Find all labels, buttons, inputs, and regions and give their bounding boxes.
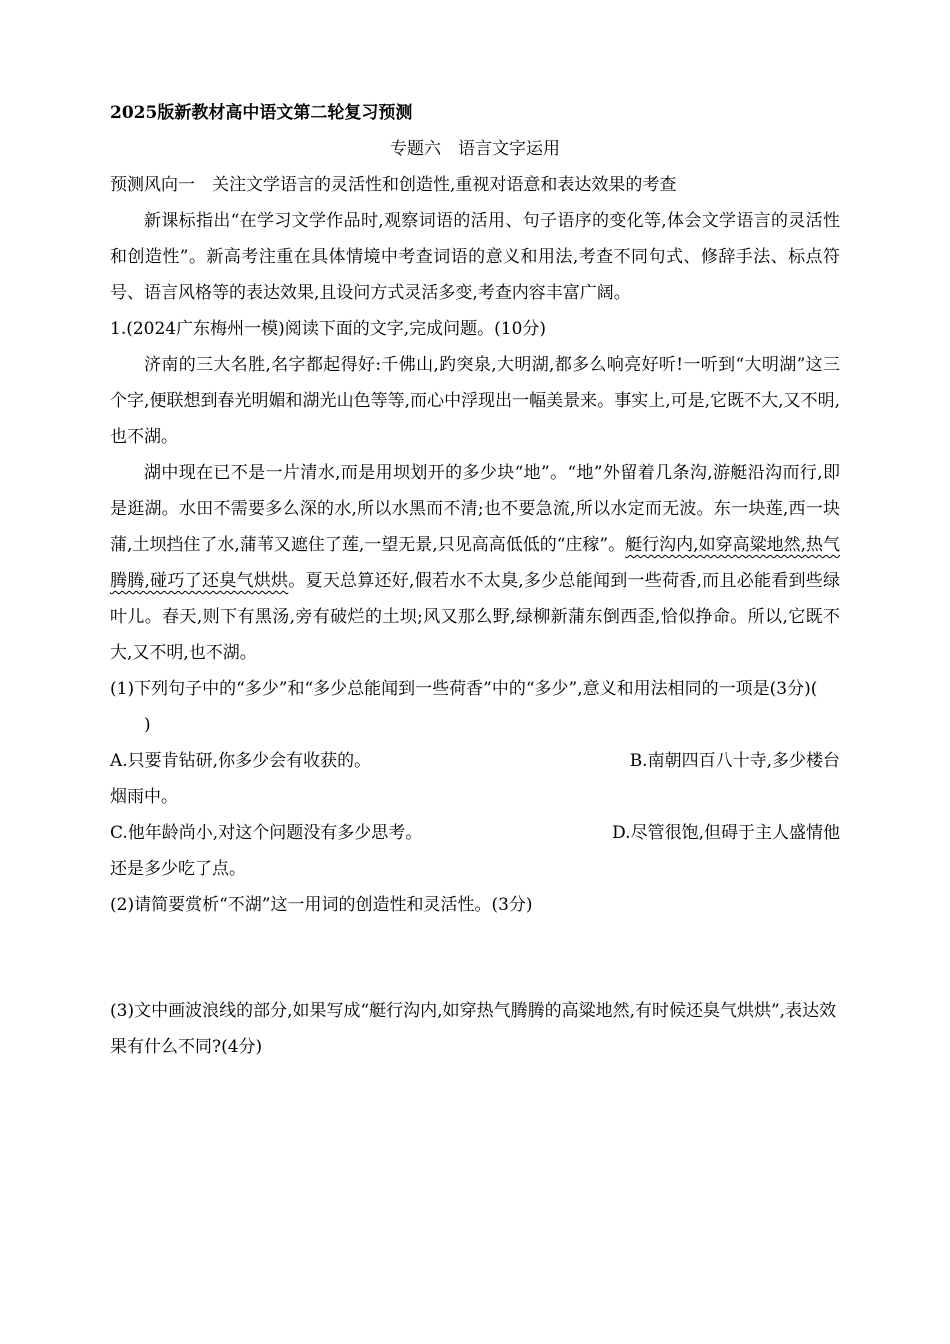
sub-question-1-close: ) bbox=[144, 715, 151, 735]
intro-paragraph: 新课标指出“在学习文学作品时,观察词语的活用、句子语序的变化等,体会文学语言的灵活性和创造性”。新高考注重在具体情境中考查词语的意义和用法,考查不同句式、修辞手法、标点符号、语言风格等的表达效果,且设问方式灵活多变,考查内容丰富广阔。 bbox=[110, 211, 840, 303]
document-title: 2025版新教材高中语文第二轮复习预测 bbox=[110, 103, 413, 123]
wavy-underlined-text: 艇行沟内,如穿高粱地然,热气腾腾,碰巧了还臭气烘烘 bbox=[110, 535, 840, 591]
question-header: 1.(2024广东梅州一模)阅读下面的文字,完成问题。(10分) bbox=[110, 319, 547, 339]
sub-question-3: (3)文中画波浪线的部分,如果写成“艇行沟内,如穿热气腾腾的高粱地然,有时候还臭气烘烘”,表达效果有什么不同?(4分) bbox=[110, 1001, 837, 1057]
passage-text-after-wave: 。夏天总算还好,假若水不太臭,多少总能闻到一些荷香,而且必能看到些绿叶儿。春天,则下有黑汤,旁有破烂的土坝;风又那么野,绿柳新蒲东倒西歪,恰似挣命。所以,它既不大,又不明,也不湖。 bbox=[110, 571, 840, 663]
section-title: 专题六 语言文字运用 bbox=[390, 139, 560, 159]
option-d-line-1: D.尽管很饱,但碍于主人盛情他 bbox=[612, 823, 840, 843]
sub-question-1-stem: (1)下列句子中的“多少”和“多少总能闻到一些荷香”中的“多少”,意义和用法相同的一项是(3分)( bbox=[110, 679, 818, 699]
option-c: C.他年龄尚小,对这个问题没有多少思考。 bbox=[110, 823, 423, 843]
options-row-ab bbox=[110, 743, 840, 779]
sub-question-2: (2)请简要赏析“不湖”这一用词的创造性和灵活性。(3分) bbox=[110, 895, 533, 915]
sub-question-1 bbox=[110, 671, 840, 743]
direction-title: 预测风向一 关注文学语言的灵活性和创造性,重视对语意和表达效果的考查 bbox=[110, 175, 677, 195]
option-d-line-2: 还是多少吃了点。 bbox=[110, 859, 246, 879]
answer-space bbox=[110, 923, 840, 993]
options-row-cd bbox=[110, 815, 840, 851]
document-page bbox=[110, 95, 840, 1065]
passage-text-before-wave: 湖中现在已不是一片清水,而是用坝划开的多少块“地”。“地”外留着几条沟,游艇沿沟而行,即是逛湖。水田不需要多么深的水,所以水黑而不清;也不要急流,所以水定而无波。东一块莲,西一块蒲,土坝挡住了水,蒲苇又遮住了莲,一望无景,只见高高低低的“庄稼”。 bbox=[110, 463, 840, 555]
option-a: A.只要肯钻研,你多少会有收获的。 bbox=[110, 751, 372, 771]
passage-paragraph-2 bbox=[110, 455, 840, 671]
option-b-line-1: B.南朝四百八十寺,多少楼台 bbox=[629, 751, 840, 771]
passage-paragraph-1: 济南的三大名胜,名字都起得好:千佛山,趵突泉,大明湖,都多么响亮好听!一听到“大明湖”这三个字,便联想到春光明媚和湖光山色等等,而心中浮现出一幅美景来。事实上,可是,它既不大,又不明,也不湖。 bbox=[110, 355, 840, 447]
option-b-line-2: 烟雨中。 bbox=[110, 787, 178, 807]
